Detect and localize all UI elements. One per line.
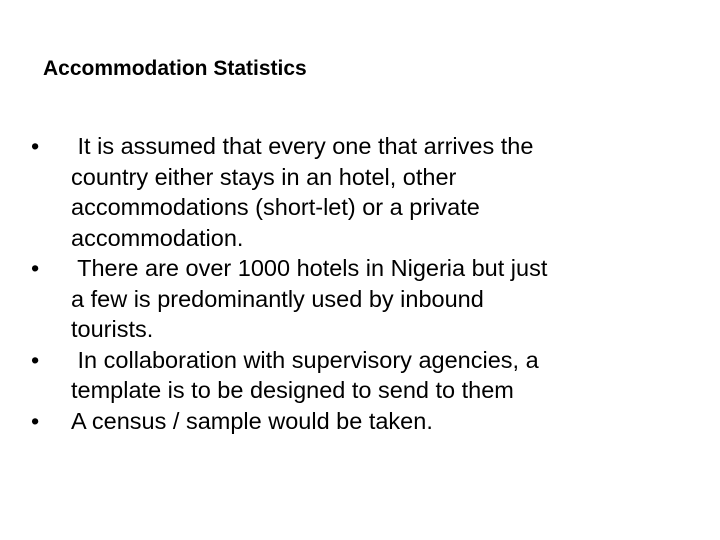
slide-title: Accommodation Statistics bbox=[43, 57, 307, 80]
bullet-item bbox=[31, 345, 691, 406]
bullet-icon: • bbox=[31, 255, 40, 281]
bullet-text-line: a few is predominantly used by inbound bbox=[71, 285, 484, 312]
bullet-text-line: accommodations (short-let) or a private bbox=[71, 194, 480, 220]
bullet-list bbox=[31, 131, 691, 436]
bullet-item bbox=[31, 253, 691, 345]
bullet-text-line: A census / sample would be taken. bbox=[71, 407, 433, 434]
bullet-icon: • bbox=[31, 407, 40, 434]
bullet-text-line: It is assumed that every one that arrives the bbox=[71, 133, 534, 159]
bullet-item bbox=[31, 406, 691, 437]
bullet-text-line: In collaboration with supervisory agencies, a bbox=[71, 346, 539, 373]
bullet-text-line: tourists. bbox=[71, 316, 154, 342]
bullet-text-line: country either stays in an hotel, other bbox=[71, 163, 457, 190]
bullet-item bbox=[31, 131, 691, 253]
bullet-icon: • bbox=[31, 133, 40, 159]
bullet-icon: • bbox=[31, 346, 40, 373]
bullet-text-line: There are over 1000 hotels in Nigeria but just bbox=[71, 255, 548, 281]
bullet-text-line: accommodation. bbox=[71, 224, 244, 251]
bullet-text-line: template is to be designed to send to them bbox=[71, 377, 514, 403]
